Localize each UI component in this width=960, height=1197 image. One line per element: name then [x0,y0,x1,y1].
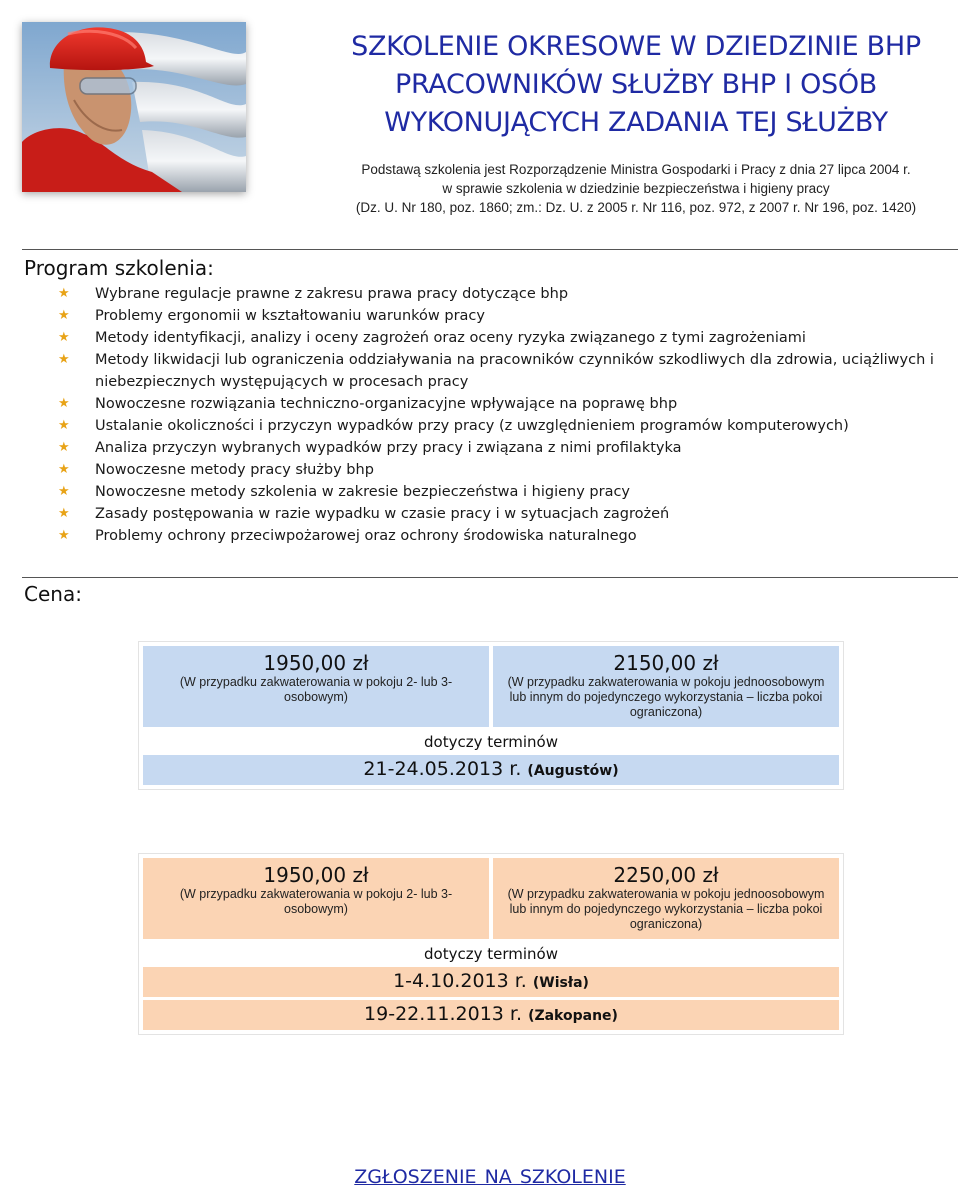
star-icon: ★ [58,396,70,411]
title-line: PRACOWNIKÓW SŁUŻBY BHP I OSÓB [394,69,878,100]
list-item-text: Ustalanie okoliczności i przyczyn wypadków przy pracy (z uwzględnieniem programów komputerowych) [95,418,849,434]
term-place: (Augustów) [527,763,619,779]
list-item [58,481,948,503]
basis-line: Podstawą szkolenia jest Rozporządzenie Ministra Gospodarki i Pracy z dnia 27 lipca 2004 r. [361,162,911,177]
list-item [58,525,948,547]
star-icon: ★ [58,506,70,521]
price-table-may [138,641,844,790]
star-icon: ★ [58,440,70,455]
price-heading: Cena: [24,582,82,606]
term-date: 21-24.05.2013 r. [363,758,522,780]
price-value: 2150,00 zł [613,651,719,675]
divider [22,249,958,250]
list-item [58,349,948,393]
title-line: SZKOLENIE OKRESOWE W DZIEDZINIE BHP [351,31,921,62]
price-table-autumn [138,853,844,1035]
term-date-row [143,967,839,997]
list-item-text: Nowoczesne metody pracy służby bhp [95,462,374,478]
price-value: 1950,00 zł [263,651,369,675]
price-cell-single-room [493,646,839,727]
terms-label: dotyczy terminów [424,945,558,963]
price-note: (W przypadku zakwaterowania w pokoju jednoosobowym lub innym do pojedynczego wykorzystania – liczba pokoi ograniczona) [507,887,825,931]
list-item [58,283,948,305]
star-icon: ★ [58,308,70,323]
signup-link[interactable]: ZGŁOSZENIE NA SZKOLENIE [354,1166,626,1188]
list-item [58,393,948,415]
list-item [58,459,948,481]
price-cell-shared-room [143,646,489,727]
list-item-text: Zasady postępowania w razie wypadku w czasie pracy i w sytuacjach zagrożeń [95,506,670,522]
star-icon: ★ [58,286,70,301]
term-date: 1-4.10.2013 r. [393,970,527,992]
term-date-row [143,1000,839,1030]
divider [22,577,958,578]
star-icon: ★ [58,528,70,543]
legal-basis [300,160,960,217]
list-item-text: Metody likwidacji lub ograniczenia oddziaływania na pracowników czynników szkodliwych dla zdrowia, uciążliwych i niebezpiecznych występujących w procesach pracy [95,352,934,390]
title-line: WYKONUJĄCYCH ZADANIA TEJ SŁUŻBY [384,107,888,138]
price-note: (W przypadku zakwaterowania w pokoju 2- lub 3-osobowym) [179,887,453,916]
list-item [58,415,948,437]
star-icon: ★ [58,330,70,345]
list-item-text: Nowoczesne metody szkolenia w zakresie bezpieczeństwa i higieny pracy [95,484,631,500]
price-cell-single-room [493,858,839,939]
price-cell-shared-room [143,858,489,939]
worker-illustration [22,22,246,192]
price-note: (W przypadku zakwaterowania w pokoju jednoosobowym lub innym do pojedynczego wykorzystania – liczba pokoi ograniczona) [507,675,825,719]
list-item-text: Problemy ergonomii w kształtowaniu warunków pracy [95,308,485,324]
list-item-text: Nowoczesne rozwiązania techniczno-organizacyjne wpływające na poprawę bhp [95,396,678,412]
list-item-text: Problemy ochrony przeciwpożarowej oraz ochrony środowiska naturalnego [95,528,637,544]
price-note: (W przypadku zakwaterowania w pokoju 2- lub 3-osobowym) [179,675,453,704]
price-value: 2250,00 zł [613,863,719,887]
list-item [58,437,948,459]
page-title [300,28,960,142]
program-heading: Program szkolenia: [24,256,214,280]
price-value: 1950,00 zł [263,863,369,887]
terms-label: dotyczy terminów [424,733,558,751]
basis-line: (Dz. U. Nr 180, poz. 1860; zm.: Dz. U. z 2005 r. Nr 116, poz. 972, z 2007 r. Nr 196, poz. 1420) [355,200,917,215]
star-icon: ★ [58,352,70,367]
list-item-text: Analiza przyczyn wybranych wypadków przy pracy i związana z nimi profilaktyka [95,440,682,456]
term-place: (Wisła) [532,975,589,991]
program-list [58,283,948,547]
term-date-row [143,755,839,785]
term-place: (Zakopane) [528,1008,618,1024]
basis-line: w sprawie szkolenia w dziedzinie bezpieczeństwa i higieny pracy [442,181,830,196]
list-item-text: Metody identyfikacji, analizy i oceny zagrożeń oraz oceny ryzyka związanego z tymi zagrożeniami [95,330,806,346]
star-icon: ★ [58,462,70,477]
list-item-text: Wybrane regulacje prawne z zakresu prawa pracy dotyczące bhp [95,286,569,302]
term-date: 19-22.11.2013 r. [364,1003,523,1025]
list-item [58,503,948,525]
list-item [58,327,948,349]
star-icon: ★ [58,484,70,499]
star-icon: ★ [58,418,70,433]
list-item [58,305,948,327]
header-photo-worker [22,22,246,192]
